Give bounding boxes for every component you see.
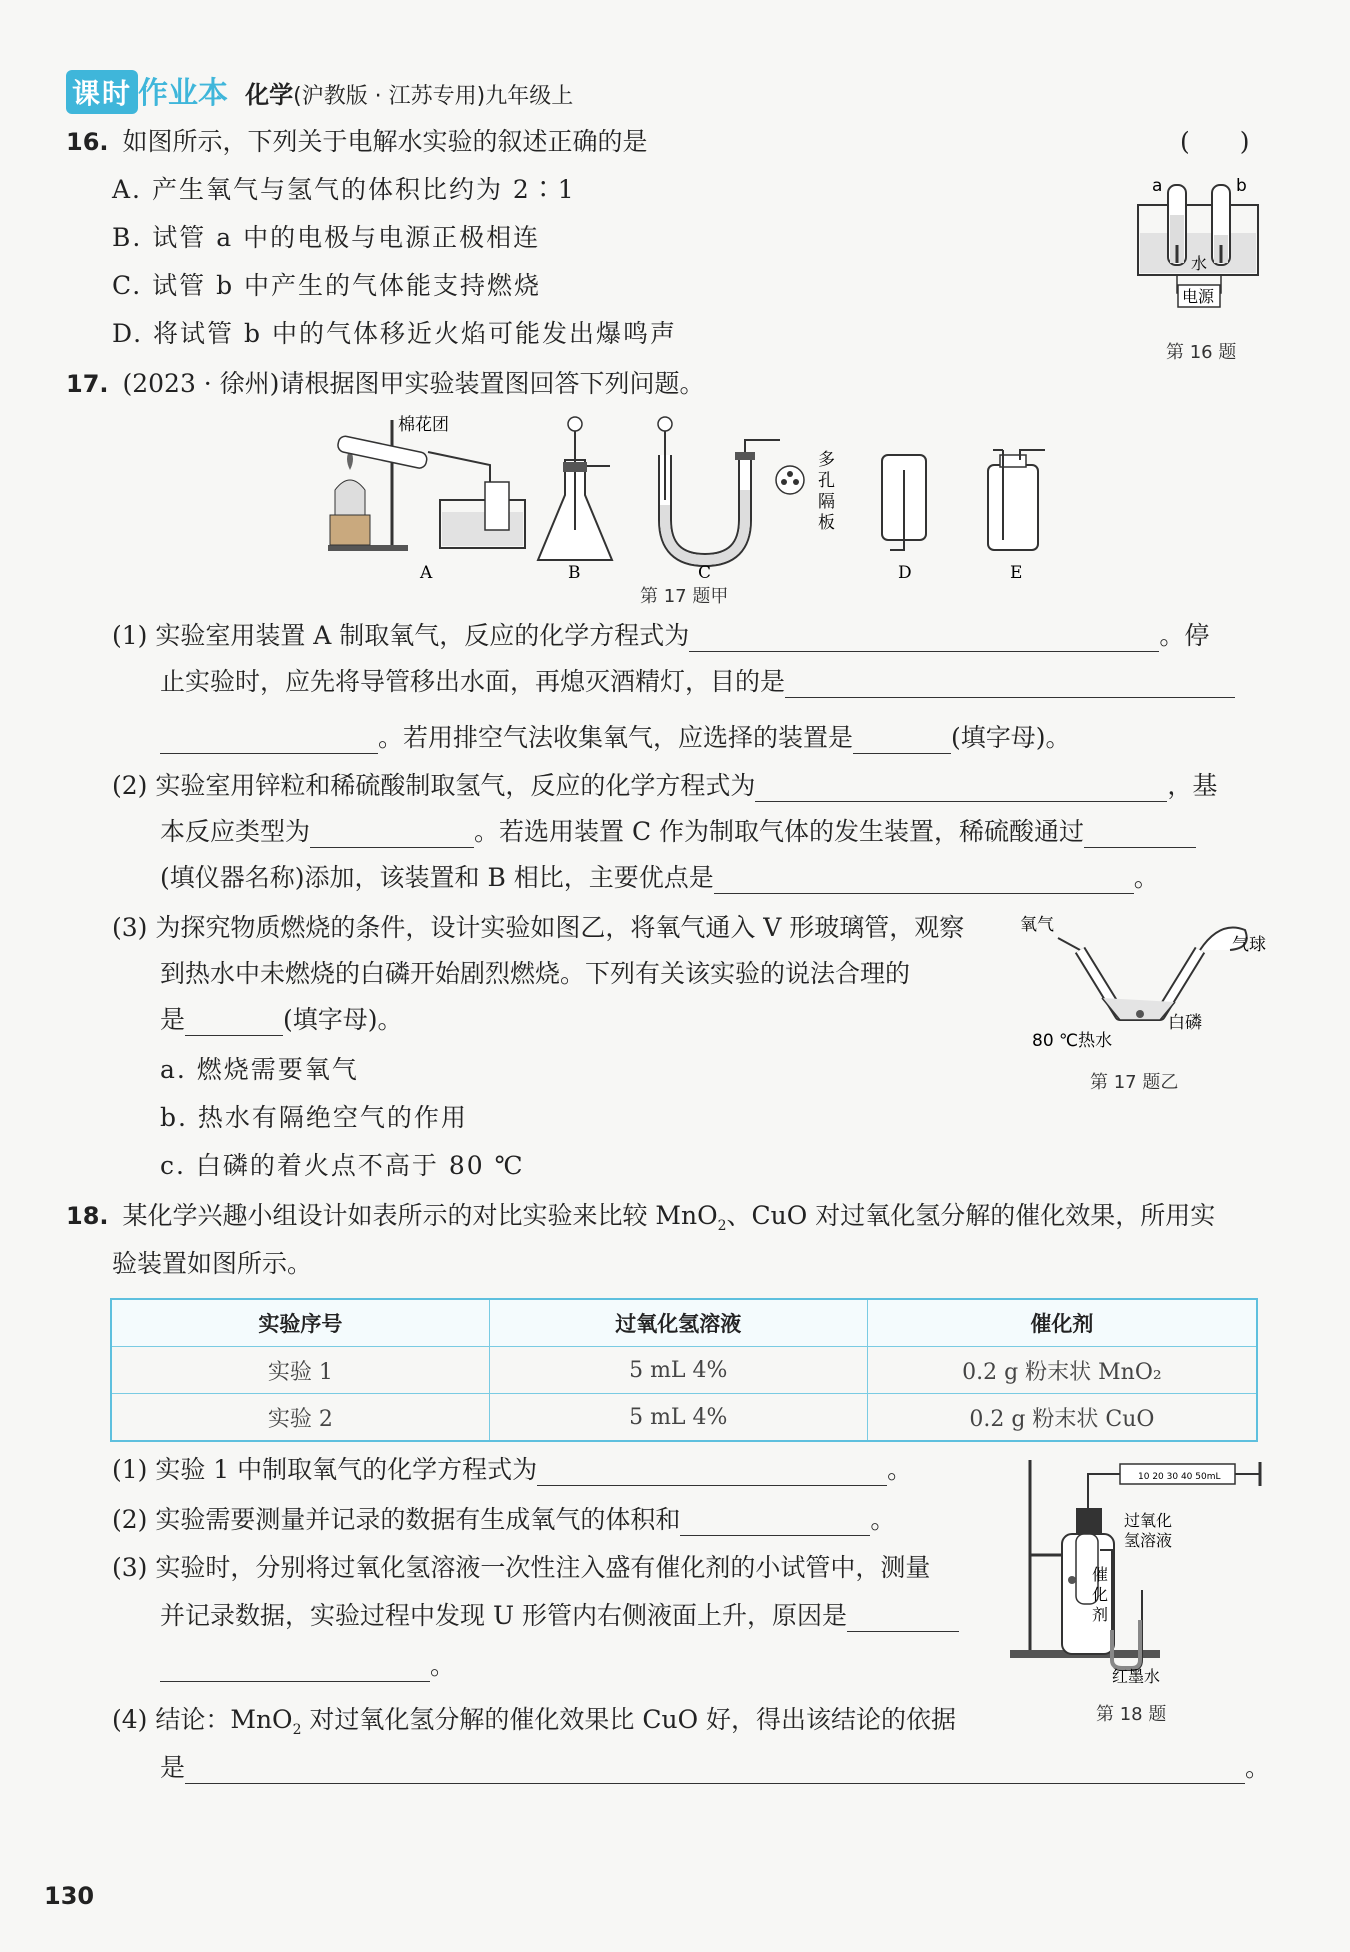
oxygen-label: 氧气 [1020, 915, 1054, 935]
porous-3: 隔 [818, 492, 835, 512]
q17-p1-text3: 。若用排空气法收集氧气，应选择的装置是 [378, 723, 854, 752]
porous-2: 孔 [818, 471, 835, 491]
label-b: b [1236, 176, 1247, 196]
syringe-scale: 10 20 30 40 50mL [1138, 1472, 1221, 1482]
q18-p4-blank[interactable] [185, 1757, 1245, 1784]
q18-p4-sub-2: 2 [292, 1722, 302, 1738]
q17-p1-text1: (1) 实验室用装置 A 制取氧气，反应的化学方程式为 [112, 621, 690, 650]
page-number: 130 [44, 1882, 95, 1910]
q18-p3-line1: (3) 实验时，分别将过氧化氢溶液一次性注入盛有催化剂的小试管中，测量 [112, 1553, 931, 1582]
q18-caption: 第 18 题 [1096, 1704, 1167, 1725]
label-a: a [1152, 176, 1163, 196]
q17-v-tube-figure [1020, 910, 1270, 1060]
ink-label: 红墨水 [1112, 1667, 1161, 1686]
q18-p2-line [112, 1504, 895, 1536]
catalyst-3: 剂 [1092, 1605, 1109, 1624]
apparatus-B [538, 417, 612, 560]
q17-stem: (2023 · 徐州)请根据图甲实验装置图回答下列问题。 [122, 369, 705, 398]
catalyst-1: 催 [1092, 1565, 1109, 1584]
table-cell: 0.2 g 粉末状 MnO₂ [867, 1347, 1257, 1394]
q16-bracket: ( ) [1180, 127, 1250, 156]
q17-p2-blank1[interactable] [755, 775, 1167, 802]
phosphorus-label: 白磷 [1168, 1013, 1202, 1033]
apparatus-E [988, 450, 1045, 550]
q18-p3-line2 [160, 1600, 959, 1632]
porous-1: 多 [818, 450, 835, 470]
label-A: A [420, 563, 433, 580]
q18-p4-end: 。 [1245, 1753, 1271, 1782]
table-cell: 实验 1 [111, 1347, 489, 1394]
q18-apparatus-figure [1000, 1450, 1270, 1690]
porous-4: 板 [818, 513, 835, 533]
brand-title: 作业本 [138, 76, 229, 111]
q16-electrolysis-figure [1130, 175, 1270, 325]
q17-p3-line1: (3) 为探究物质燃烧的条件，设计实验如图乙，将氧气通入 V 形玻璃管，观察 [112, 913, 965, 942]
table-header: 催化剂 [867, 1299, 1257, 1347]
q17-p2-text1-end: ，基 [1167, 771, 1218, 800]
q17-p2-blank3[interactable] [1084, 821, 1196, 848]
q17-p1-line3 [160, 722, 1071, 754]
q17-p2-blank4[interactable] [714, 867, 1134, 894]
q17-p1-text2: 止实验时，应先将导管移出水面，再熄灭酒精灯，目的是 [160, 667, 786, 696]
q18-p3-line3 [160, 1650, 455, 1682]
table-row [111, 1394, 1257, 1442]
q17-p2-text2a: 本反应类型为 [160, 817, 311, 846]
q18-p2-text: (2) 实验需要测量并记录的数据有生成氧气的体积和 [112, 1505, 681, 1534]
table-header: 实验序号 [111, 1299, 489, 1347]
q17-p1-blank1[interactable] [689, 625, 1159, 652]
q17-p2-line2 [160, 816, 1196, 848]
q17-p2-line3 [160, 862, 1159, 894]
q16-stem-line [66, 126, 647, 158]
q18-p2-end: 。 [870, 1505, 896, 1534]
q17-p2-text1: (2) 实验室用锌粒和稀硫酸制取氢气，反应的化学方程式为 [112, 771, 756, 800]
q16-option-d: D. 将试管 b 中的气体移近火焰可能发出爆鸣声 [112, 319, 677, 348]
q17-p2-blank2[interactable] [310, 821, 474, 848]
q18-p3-end: 。 [430, 1651, 456, 1680]
q17-p2-text2b: 。若选用装置 C 作为制取气体的发生装置，稀硫酸通过 [474, 817, 1085, 846]
q17-p1-text3-end: (填字母)。 [951, 723, 1071, 752]
q17-p1-line1 [112, 620, 1209, 652]
label-E: E [1010, 563, 1023, 580]
q18-stem-a: 某化学兴趣小组设计如表所示的对比实验来比较 MnO [122, 1201, 718, 1230]
q18-table [110, 1298, 1258, 1442]
q16-option-b: B. 试管 a 中的电极与电源正极相连 [112, 223, 541, 252]
q17-p3-option-a: a. 燃烧需要氧气 [160, 1055, 359, 1084]
h2o2-label-2: 氢溶液 [1124, 1531, 1173, 1550]
table-cell: 5 mL 4% [489, 1394, 867, 1442]
stopper [1076, 1508, 1102, 1534]
q17-p2-text3: (填仪器名称)添加，该装置和 B 相比，主要优点是 [160, 863, 714, 892]
subject-detail: (沪教版 · 江苏专用)九年级上 [293, 84, 574, 109]
apparatus-D [882, 455, 926, 550]
q17-p2-text3-end: 。 [1133, 863, 1159, 892]
table-cell: 0.2 g 粉末状 CuO [867, 1394, 1257, 1442]
q18-number: 18. [66, 1202, 109, 1230]
q17-p2-line1 [112, 770, 1217, 802]
q18-p1-end: 。 [887, 1455, 913, 1484]
table-header: 过氧化氢溶液 [489, 1299, 867, 1347]
q17-p1-blank3[interactable] [160, 727, 378, 754]
page-header [66, 68, 573, 114]
brand-box: 课时 [66, 70, 138, 114]
table-header-row [111, 1299, 1257, 1347]
q17-p3-blank[interactable] [185, 1009, 283, 1036]
q18-p3-text2: 并记录数据，实验过程中发现 U 形管内右侧液面上升，原因是 [160, 1601, 847, 1630]
table-cell: 实验 2 [111, 1394, 489, 1442]
cotton-label: 棉花团 [398, 415, 449, 435]
q18-stem-b: 、CuO 对过氧化氢分解的催化效果，所用实 [726, 1201, 1216, 1230]
q17-apparatus-figure [310, 410, 1070, 580]
power-label: 电源 [1182, 287, 1215, 306]
q16-option-c: C. 试管 b 中产生的气体能支持燃烧 [112, 271, 542, 300]
q18-p2-blank[interactable] [680, 1509, 870, 1536]
q18-p4-text1a: (4) 结论：MnO [112, 1705, 293, 1734]
q17-number: 17. [66, 370, 109, 398]
table-cell: 5 mL 4% [489, 1347, 867, 1394]
water-label: 水 [1191, 254, 1208, 273]
q17-p1-line2 [160, 666, 1235, 698]
q17-p3-line3 [160, 1004, 403, 1036]
q17-p3-text3a: 是 [160, 1005, 186, 1034]
q17-p1-blank2[interactable] [785, 671, 1235, 698]
q18-p4-text2a: 是 [160, 1753, 186, 1782]
q16-option-a: A. 产生氧气与氢气的体积比约为 2∶1 [112, 175, 576, 204]
q18-sub-2: 2 [717, 1218, 727, 1234]
label-C: C [698, 563, 712, 580]
q17-p3-option-b: b. 热水有隔绝空气的作用 [160, 1103, 468, 1132]
h2o2-label-1: 过氧化 [1124, 1511, 1173, 1530]
q16-stem: 如图所示，下列关于电解水实验的叙述正确的是 [122, 127, 648, 156]
apparatus-A [328, 415, 525, 551]
q16-number: 16. [66, 128, 109, 156]
q18-p4-text1b: 对过氧化氢分解的催化效果比 CuO 好，得出该结论的依据 [301, 1705, 957, 1734]
q18-p1-text: (1) 实验 1 中制取氧气的化学方程式为 [112, 1455, 538, 1484]
q18-p4-line2 [160, 1752, 1270, 1784]
q18-stem-line2: 验装置如图所示。 [112, 1249, 313, 1278]
q17-p3-text3b: (填字母)。 [283, 1005, 403, 1034]
q17-p3-option-c: c. 白磷的着火点不高于 80 ℃ [160, 1151, 525, 1180]
q17-p1-blank4[interactable] [853, 727, 951, 754]
label-D: D [898, 563, 912, 580]
q18-stem-line1 [66, 1200, 1215, 1242]
q18-p3-blank2[interactable] [160, 1655, 430, 1682]
table-row [111, 1347, 1257, 1394]
q17-jia-caption: 第 17 题甲 [640, 586, 729, 607]
q18-p4-line1 [112, 1704, 956, 1746]
q18-p3-blank1[interactable] [847, 1605, 959, 1632]
q17-p1-text1-end: 。停 [1159, 621, 1210, 650]
q16-caption: 第 16 题 [1166, 342, 1237, 363]
catalyst-2: 化 [1092, 1585, 1109, 1604]
q18-p1-blank[interactable] [537, 1459, 887, 1486]
q18-p1-line [112, 1454, 912, 1486]
hot-water-label: 80 ℃热水 [1032, 1031, 1113, 1051]
q17-stem-line [66, 368, 704, 400]
balloon-label: 气球 [1232, 935, 1266, 955]
q17-yi-caption: 第 17 题乙 [1090, 1072, 1179, 1093]
label-B: B [568, 563, 581, 580]
subject: 化学 [245, 81, 294, 109]
q17-p3-line2: 到热水中未燃烧的白磷开始剧烈燃烧。下列有关该实验的说法合理的 [160, 959, 911, 988]
